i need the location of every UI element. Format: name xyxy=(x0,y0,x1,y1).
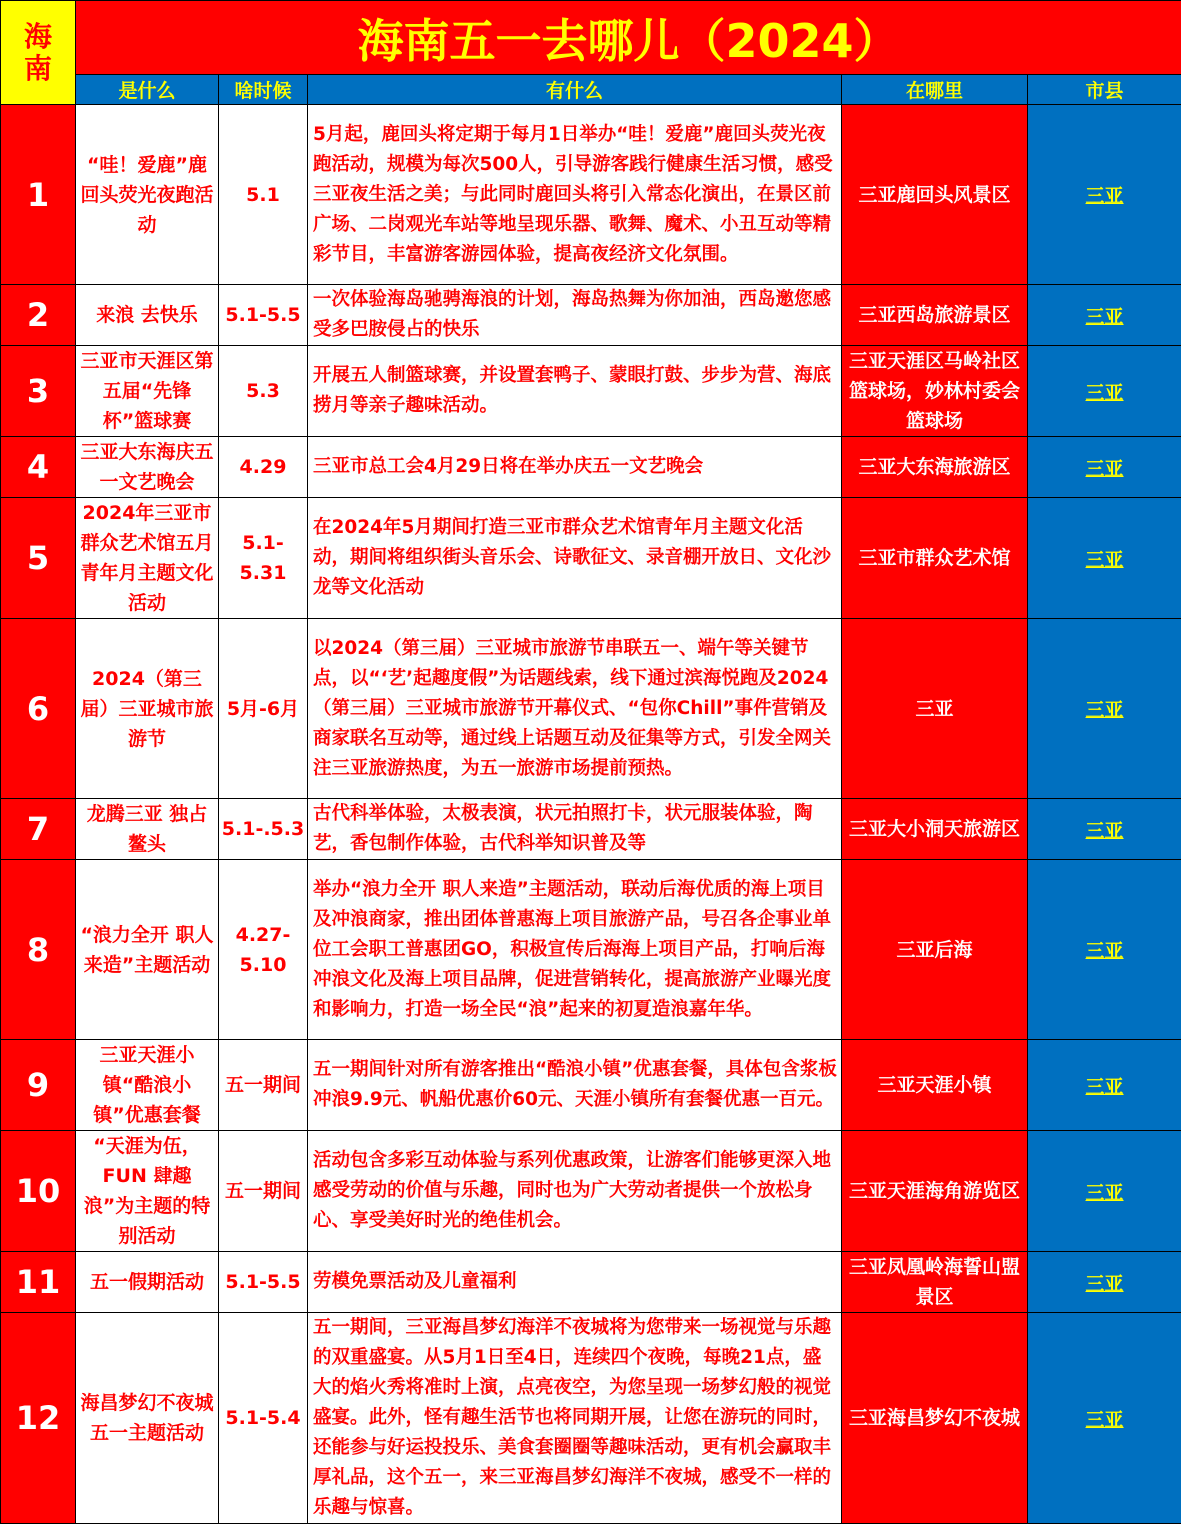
row-number: 6 xyxy=(1,619,76,799)
region-label-line1: 海 xyxy=(1,21,75,53)
table-row xyxy=(1,105,1181,285)
table-row xyxy=(1,860,1181,1040)
event-description: 活动包含多彩互动体验与系列优惠政策，让游客们能够更深入地感受劳动的价值与乐趣，同时也为广大劳动者提供一个放松身心、享受美好时光的绝佳机会。 xyxy=(308,1131,842,1252)
event-name: 2024（第三届）三亚城市旅游节 xyxy=(76,619,219,799)
event-location: 三亚大小洞天旅游区 xyxy=(842,799,1028,860)
event-location: 三亚西岛旅游景区 xyxy=(842,285,1028,346)
event-time: 5.1 xyxy=(219,105,308,285)
event-name: 三亚市天涯区第五届“先锋杯”篮球赛 xyxy=(76,346,219,437)
table-row xyxy=(1,1040,1181,1131)
table-row xyxy=(1,619,1181,799)
event-time: 5.3 xyxy=(219,346,308,437)
event-city: 三亚 xyxy=(1028,1313,1181,1524)
event-name: “浪力全开 职人来造”主题活动 xyxy=(76,860,219,1040)
event-description: 古代科举体验，太极表演，状元拍照打卡，状元服装体验，陶艺，香包制作体验，古代科举知识普及等 xyxy=(308,799,842,860)
header-details: 有什么 xyxy=(308,75,842,105)
event-description: 三亚市总工会4月29日将在举办庆五一文艺晚会 xyxy=(308,437,842,498)
header-when: 啥时候 xyxy=(219,75,308,105)
event-description: 五一期间，三亚海昌梦幻海洋不夜城将为您带来一场视觉与乐趣的双重盛宴。从5月1日至4日，连续四个夜晚，每晚21点，盛大的焰火秀将准时上演，点亮夜空，为您呈现一场梦幻般的视觉盛宴。此外，怪有趣生活节也将同期开展，让您在游玩的同时，还能参与好运投投乐、美食套圈圈等趣味活动，更有机会赢取丰厚礼品，这个五一，来三亚海昌梦幻海洋不夜城，感受不一样的乐趣与惊喜。 xyxy=(308,1313,842,1524)
table-row xyxy=(1,346,1181,437)
table-row xyxy=(1,1313,1181,1524)
event-location: 三亚 xyxy=(842,619,1028,799)
table-row xyxy=(1,799,1181,860)
event-description: 开展五人制篮球赛，并设置套鸭子、蒙眼打鼓、步步为营、海底捞月等亲子趣味活动。 xyxy=(308,346,842,437)
event-time: 五一期间 xyxy=(219,1040,308,1131)
table-row xyxy=(1,498,1181,619)
row-number: 5 xyxy=(1,498,76,619)
title-row xyxy=(1,1,1181,75)
event-time: 5.1-5.4 xyxy=(219,1313,308,1524)
event-city: 三亚 xyxy=(1028,346,1181,437)
event-description: 劳模免票活动及儿童福利 xyxy=(308,1252,842,1313)
event-city: 三亚 xyxy=(1028,860,1181,1040)
event-location: 三亚天涯小镇 xyxy=(842,1040,1028,1131)
event-time: 4.29 xyxy=(219,437,308,498)
event-description: 举办“浪力全开 职人来造”主题活动，联动后海优质的海上项目及冲浪商家，推出团体普惠海上项目旅游产品，号召各企事业单位工会职工普惠团GO，积极宣传后海海上项目产品，打响后海冲浪文化及海上项目品牌，促进营销转化，提高旅游产业曝光度和影响力，打造一场全民“浪”起来的初夏造浪嘉年华。 xyxy=(308,860,842,1040)
event-description: 在2024年5月期间打造三亚市群众艺术馆青年月主题文化活动，期间将组织街头音乐会、诗歌征文、录音棚开放日、文化沙龙等文化活动 xyxy=(308,498,842,619)
row-number: 7 xyxy=(1,799,76,860)
event-location: 三亚大东海旅游区 xyxy=(842,437,1028,498)
event-time: 4.27-5.10 xyxy=(219,860,308,1040)
event-location: 三亚鹿回头风景区 xyxy=(842,105,1028,285)
header-what: 是什么 xyxy=(76,75,219,105)
event-location: 三亚天涯区马岭社区篮球场，妙林村委会篮球场 xyxy=(842,346,1028,437)
row-number: 4 xyxy=(1,437,76,498)
row-number: 12 xyxy=(1,1313,76,1524)
event-time: 5.1-5.5 xyxy=(219,285,308,346)
table-row xyxy=(1,437,1181,498)
event-city: 三亚 xyxy=(1028,285,1181,346)
row-number: 11 xyxy=(1,1252,76,1313)
event-city: 三亚 xyxy=(1028,619,1181,799)
row-number: 8 xyxy=(1,860,76,1040)
event-description: 五一期间针对所有游客推出“酷浪小镇”优惠套餐，具体包含浆板冲浪9.9元、帆船优惠价60元、天涯小镇所有套餐优惠一百元。 xyxy=(308,1040,842,1131)
row-number: 3 xyxy=(1,346,76,437)
table-row xyxy=(1,1252,1181,1313)
event-name: 三亚天涯小镇“酷浪小镇”优惠套餐 xyxy=(76,1040,219,1131)
event-name: 海昌梦幻不夜城五一主题活动 xyxy=(76,1313,219,1524)
event-name: 龙腾三亚 独占鳌头 xyxy=(76,799,219,860)
row-number: 1 xyxy=(1,105,76,285)
event-name: 2024年三亚市群众艺术馆五月青年月主题文化活动 xyxy=(76,498,219,619)
event-time: 5.1-5.5 xyxy=(219,1252,308,1313)
event-location: 三亚凤凰岭海誓山盟景区 xyxy=(842,1252,1028,1313)
event-location: 三亚后海 xyxy=(842,860,1028,1040)
row-number: 2 xyxy=(1,285,76,346)
event-time: 5月-6月 xyxy=(219,619,308,799)
event-name: “天涯为伍，FUN 肆趣浪”为主题的特别活动 xyxy=(76,1131,219,1252)
table-row xyxy=(1,285,1181,346)
event-city: 三亚 xyxy=(1028,1040,1181,1131)
event-name: 三亚大东海庆五一文艺晚会 xyxy=(76,437,219,498)
event-location: 三亚市群众艺术馆 xyxy=(842,498,1028,619)
event-name: “哇！爱鹿”鹿回头荧光夜跑活动 xyxy=(76,105,219,285)
row-number: 10 xyxy=(1,1131,76,1252)
event-city: 三亚 xyxy=(1028,105,1181,285)
region-label xyxy=(1,1,76,105)
page-title: 海南五一去哪儿（2024） xyxy=(76,1,1181,75)
event-description: 一次体验海岛驰骋海浪的计划，海岛热舞为你加油，西岛邀您感受多巴胺侵占的快乐 xyxy=(308,285,842,346)
event-city: 三亚 xyxy=(1028,799,1181,860)
event-time: 5.1-.5.3 xyxy=(219,799,308,860)
event-name: 来浪 去快乐 xyxy=(76,285,219,346)
event-time: 5.1-5.31 xyxy=(219,498,308,619)
event-location: 三亚海昌梦幻不夜城 xyxy=(842,1313,1028,1524)
event-name: 五一假期活动 xyxy=(76,1252,219,1313)
row-number: 9 xyxy=(1,1040,76,1131)
event-location: 三亚天涯海角游览区 xyxy=(842,1131,1028,1252)
header-row xyxy=(1,75,1181,105)
event-city: 三亚 xyxy=(1028,498,1181,619)
event-description: 5月起，鹿回头将定期于每月1日举办“哇！爱鹿”鹿回头荧光夜跑活动，规模为每次500人，引导游客践行健康生活习惯，感受三亚夜生活之美；与此同时鹿回头将引入常态化演出，在景区前广场、二岗观光车站等地呈现乐器、歌舞、魔术、小丑互动等精彩节目，丰富游客游园体验，提高夜经济文化氛围。 xyxy=(308,105,842,285)
table-row xyxy=(1,1131,1181,1252)
event-city: 三亚 xyxy=(1028,437,1181,498)
event-time: 五一期间 xyxy=(219,1131,308,1252)
header-city: 市县 xyxy=(1028,75,1181,105)
event-city: 三亚 xyxy=(1028,1252,1181,1313)
header-where: 在哪里 xyxy=(842,75,1028,105)
event-description: 以2024（第三届）三亚城市旅游节串联五一、端午等关键节点，以“‘艺’起趣度假”为话题线索，线下通过滨海悦跑及2024（第三届）三亚城市旅游节开幕仪式、“包你Chill”事件营销及商家联名互动等，通过线上话题互动及征集等方式，引发全网关注三亚旅游热度，为五一旅游市场提前预热。 xyxy=(308,619,842,799)
event-city: 三亚 xyxy=(1028,1131,1181,1252)
region-label-line2: 南 xyxy=(1,53,75,85)
